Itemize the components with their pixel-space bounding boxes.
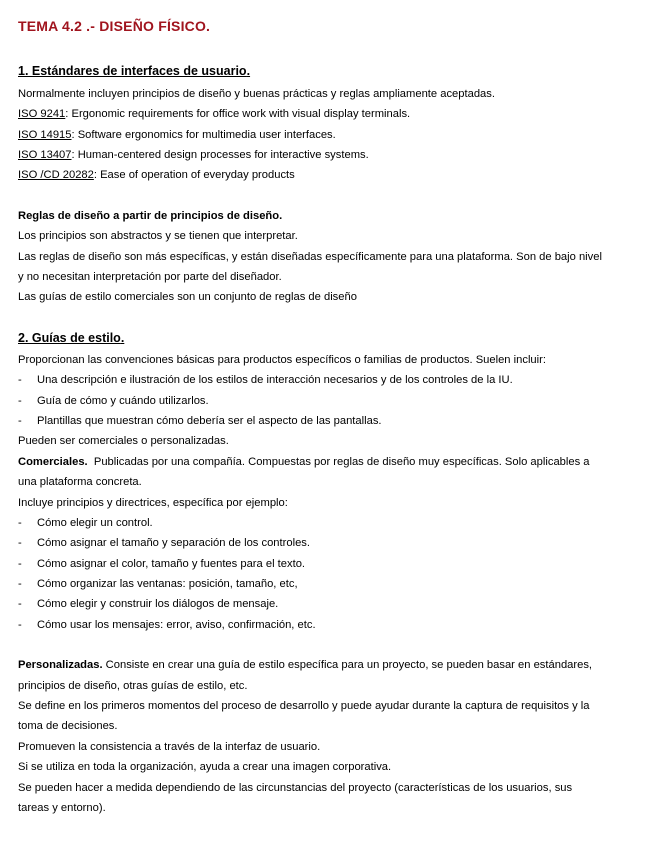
rules-line: Las reglas de diseño son más específicas, y están diseñadas específicamente para una plataforma. Son de bajo nivel [18,251,602,263]
standard-item [18,107,410,121]
commercial-cont: una plataforma concreta. [18,476,142,488]
standard-code: ISO 9241 [18,108,66,120]
bullet-dash: - [18,517,22,529]
commercial-label: Comerciales. [18,456,88,468]
section2-heading [18,331,124,345]
bullet-dash: - [18,578,22,590]
section1-heading-dot: . [246,64,251,78]
section1-intro: Normalmente incluyen principios de diseño y buenas prácticas y reglas ampliamente aceptadas. [18,88,495,100]
rules-heading: Reglas de diseño a partir de principios de diseño. [18,210,283,222]
bullet-dash: - [18,374,22,386]
custom-line: toma de decisiones. [18,720,118,732]
standard-code: ISO /CD 20282 [18,169,94,181]
custom-label: Personalizadas. [18,659,103,671]
standard-desc: : Human-centered design processes for interactive systems. [71,149,369,161]
custom-line: Si se utiliza en toda la organización, ayuda a crear una imagen corporativa. [18,761,392,773]
list-item: Cómo asignar el color, tamaño y fuentes para el texto. [37,558,306,570]
list-item: Cómo elegir y construir los diálogos de mensaje. [37,598,279,610]
list-item: Cómo elegir un control. [37,517,153,529]
custom-line: Se pueden hacer a medida dependiendo de las circunstancias del proyecto (características de los usuarios, sus [18,782,573,794]
standard-desc: : Ease of operation of everyday products [93,169,295,181]
bullet-dash: - [18,415,22,427]
rules-line: Las guías de estilo comerciales son un conjunto de reglas de diseño [18,291,357,303]
custom-paragraph [18,658,592,672]
standard-desc: : Ergonomic requirements for office work with visual display terminals. [65,108,411,120]
custom-line: Promueven la consistencia a través de la interfaz de usuario. [18,741,321,753]
list-item: Plantillas que muestran cómo debería ser el aspecto de las pantallas. [37,415,382,427]
standard-item [18,148,369,162]
standard-item [18,168,295,182]
bullet-dash: - [18,395,22,407]
section1-heading-text: 1. Estándares de interfaces de usuario [18,64,247,78]
section2-intro: Proporcionan las convenciones básicas para productos específicos o familias de productos. Suelen incluir: [18,354,546,366]
list-item: Una descripción e ilustración de los estilos de interacción necesarios y de los controles de la IU. [37,374,513,386]
standard-item [18,128,336,142]
custom-line: tareas y entorno). [18,802,106,814]
custom-line: Se define en los primeros momentos del proceso de desarrollo y puede ayudar durante la captura de requisitos y la [18,700,590,712]
list-item: Cómo asignar el tamaño y separación de los controles. [37,537,310,549]
custom-text: Consiste en crear una guía de estilo específica para un proyecto, se pueden basar en estándares, [102,659,593,671]
section2-heading-dot: . [120,331,125,345]
commercial-paragraph [18,455,590,469]
types-line: Pueden ser comerciales o personalizadas. [18,435,229,447]
list-item: Cómo organizar las ventanas: posición, tamaño, etc, [37,578,298,590]
standard-desc: : Software ergonomics for multimedia user interfaces. [71,129,336,141]
list-item: Guía de cómo y cuándo utilizarlos. [37,395,209,407]
rules-line: y no necesitan interpretación por parte del diseñador. [18,271,282,283]
page-title: TEMA 4.2 .- DISEÑO FÍSICO. [18,18,211,34]
bullet-dash: - [18,558,22,570]
commercial-text: Publicadas por una compañía. Compuestas por reglas de diseño muy específicas. Solo aplicables a [87,456,590,468]
standard-code: ISO 13407 [18,149,72,161]
section2-heading-text: 2. Guías de estilo [18,331,121,345]
list-item: Cómo usar los mensajes: error, aviso, confirmación, etc. [37,619,316,631]
bullet-dash: - [18,598,22,610]
includes-line: Incluye principios y directrices, específica por ejemplo: [18,497,288,509]
bullet-dash: - [18,619,22,631]
section1-heading [18,64,250,78]
standard-code: ISO 14915 [18,129,72,141]
bullet-dash: - [18,537,22,549]
custom-line: principios de diseño, otras guías de estilo, etc. [18,680,248,692]
rules-line: Los principios son abstractos y se tienen que interpretar. [18,230,298,242]
